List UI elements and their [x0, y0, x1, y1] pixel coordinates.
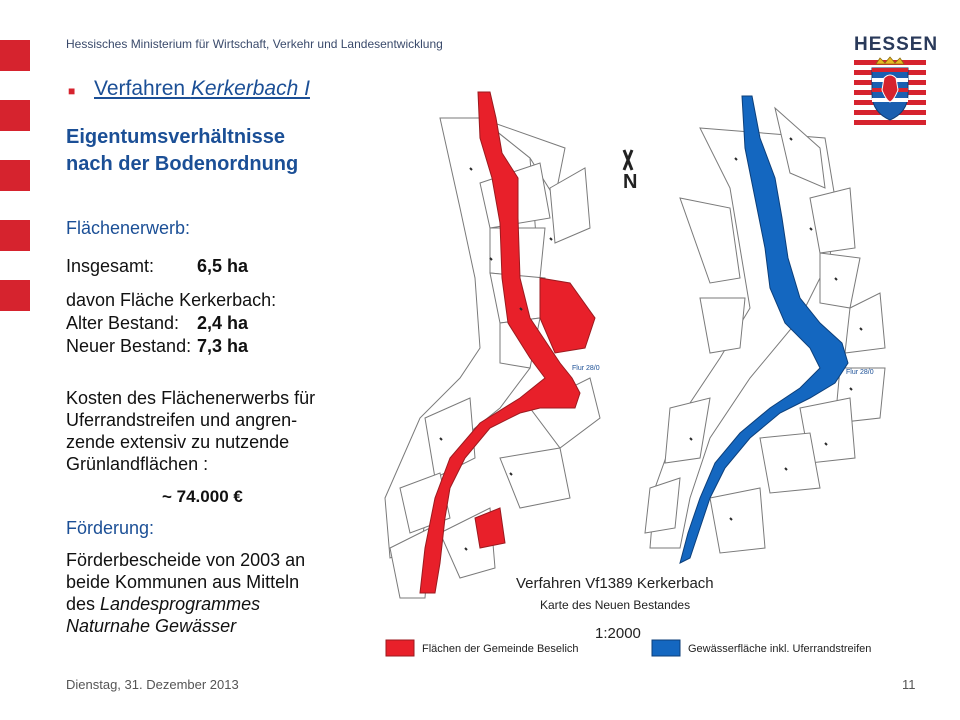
flaechenerwerb-label: Flächenerwerb:: [66, 218, 191, 238]
map-caption-subtitle: Karte des Neuen Bestandes: [540, 598, 691, 612]
hessen-logo-text: HESSEN: [854, 34, 939, 55]
kosten-value: ~ 74.000 €: [162, 487, 243, 506]
page-number: 11: [902, 677, 916, 692]
page-heading: Eigentumsverhältnisse nach der Bodenordnung: [66, 126, 299, 175]
ministry-header: Hessisches Ministerium für Wirtschaft, Verkehr und Landesentwicklung: [66, 37, 443, 51]
alter-bestand-row: Alter Bestand: 2,4 ha: [66, 313, 249, 333]
neuer-bestand-row: Neuer Bestand: 7,3 ha: [66, 336, 249, 356]
foerderung-label: Förderung:: [66, 518, 155, 538]
map-caption-title: Verfahren Vf1389 Kerkerbach: [516, 575, 714, 592]
map-scale: 1:2000: [595, 625, 641, 642]
foerderung-text: Förderbescheide von 2003 an beide Kommunen aus Mitteln des Landesprogrammes Naturnahe Gewässer: [66, 550, 306, 636]
footer-date: Dienstag, 31. Dezember 2013: [66, 677, 239, 692]
legend-blue-label: Gewässerfläche inkl. Uferrandstreifen: [688, 643, 872, 655]
procedure-title-link[interactable]: Verfahren Kerkerbach I: [94, 77, 310, 100]
decor-bar: [0, 100, 30, 131]
flur-left-label: Flur 28/0: [572, 365, 600, 372]
total-row: Insgesamt: 6,5 ha: [66, 256, 249, 276]
flur-right-label: Flur 28/0: [846, 369, 874, 376]
decor-bar: [0, 160, 30, 191]
cadastral-map: [380, 78, 920, 668]
svg-text:N: N: [623, 171, 638, 193]
decor-bar: [0, 220, 30, 251]
legend-blue-swatch: [652, 640, 680, 656]
davon-text: davon Fläche Kerkerbach:: [66, 290, 277, 310]
decor-bar: [0, 280, 30, 311]
legend-red-swatch: [386, 640, 414, 656]
kosten-text: Kosten des Flächenerwerbs für Uferrandstreifen und angren- zende extensiv zu nutzende Grünlandflächen :: [66, 388, 316, 474]
legend-red-label: Flächen der Gemeinde Beselich: [422, 643, 579, 655]
bullet-icon: ■: [68, 84, 76, 98]
decor-bar: [0, 40, 30, 71]
north-arrow-icon: [623, 150, 637, 193]
